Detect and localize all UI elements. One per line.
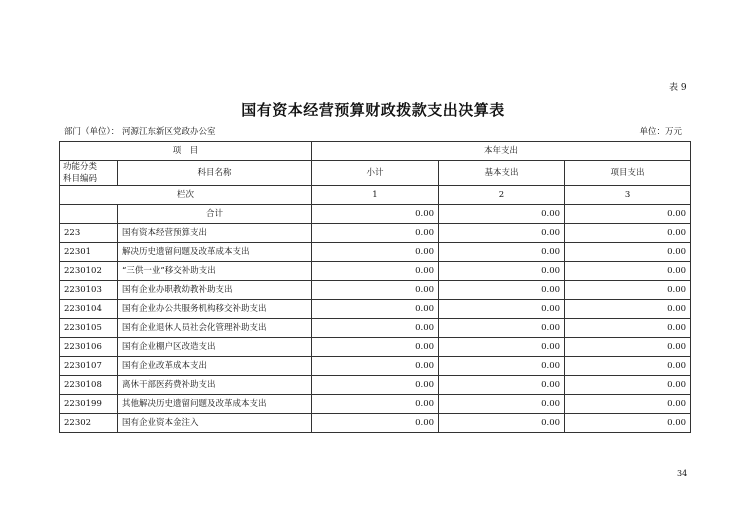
row-subtotal: 0.00	[312, 319, 439, 338]
row-subtotal: 0.00	[312, 243, 439, 262]
header-func-code-line1: 功能分类	[63, 162, 98, 172]
table-row	[60, 357, 691, 376]
row-project: 0.00	[565, 338, 691, 357]
table-row	[60, 319, 691, 338]
row-basic: 0.00	[439, 338, 565, 357]
row-basic: 0.00	[439, 376, 565, 395]
header-subject-name: 科目名称	[118, 161, 312, 186]
row-basic: 0.00	[439, 395, 565, 414]
row-code: 2230106	[60, 338, 118, 357]
row-code: 223	[60, 224, 118, 243]
header-func-code	[60, 161, 118, 186]
table-row	[60, 414, 691, 433]
header-basic: 基本支出	[439, 161, 565, 186]
row-subject-name: 离休干部医药费补助支出	[118, 376, 312, 395]
row-code: 2230104	[60, 300, 118, 319]
row-subtotal: 0.00	[312, 338, 439, 357]
row-subject-name: 解决历史遗留问题及改革成本支出	[118, 243, 312, 262]
row-basic: 0.00	[439, 319, 565, 338]
table-row	[60, 224, 691, 243]
row-subject-name: 国有企业棚户区改造支出	[118, 338, 312, 357]
table-row	[60, 281, 691, 300]
table-row	[60, 243, 691, 262]
page-number: 34	[677, 469, 688, 478]
total-code-cell	[60, 205, 118, 224]
total-basic: 0.00	[439, 205, 565, 224]
row-subject-name: 国有企业改革成本支出	[118, 357, 312, 376]
row-subtotal: 0.00	[312, 357, 439, 376]
table-body	[60, 224, 691, 433]
header-row-1	[60, 142, 691, 161]
row-project: 0.00	[565, 414, 691, 433]
row-subject-name: 国有企业退休人员社会化管理补助支出	[118, 319, 312, 338]
expense-table	[59, 141, 691, 433]
header-item: 项 目	[60, 142, 312, 161]
row-code: 2230108	[60, 376, 118, 395]
table-row	[60, 262, 691, 281]
row-project: 0.00	[565, 395, 691, 414]
department-name: 河源江东新区党政办公室	[121, 127, 216, 137]
row-subject-name: 国有资本经营预算支出	[118, 224, 312, 243]
column-label: 栏次	[60, 186, 312, 205]
row-subtotal: 0.00	[312, 281, 439, 300]
row-subtotal: 0.00	[312, 414, 439, 433]
header-row-2	[60, 161, 691, 186]
row-basic: 0.00	[439, 357, 565, 376]
department-line	[64, 125, 215, 137]
row-subject-name: 国有企业资本金注入	[118, 414, 312, 433]
row-basic: 0.00	[439, 224, 565, 243]
row-code: 2230105	[60, 319, 118, 338]
header-project: 项目支出	[565, 161, 691, 186]
table-row	[60, 338, 691, 357]
row-project: 0.00	[565, 319, 691, 338]
row-code: 2230102	[60, 262, 118, 281]
column-number-1: 1	[312, 186, 439, 205]
header-year-expense: 本年支出	[312, 142, 691, 161]
row-project: 0.00	[565, 262, 691, 281]
row-project: 0.00	[565, 357, 691, 376]
table-number: 表 9	[669, 83, 687, 93]
row-basic: 0.00	[439, 300, 565, 319]
row-subtotal: 0.00	[312, 395, 439, 414]
row-basic: 0.00	[439, 262, 565, 281]
total-project: 0.00	[565, 205, 691, 224]
page-title: 国有资本经营预算财政拨款支出决算表	[241, 101, 505, 119]
table-row	[60, 300, 691, 319]
row-project: 0.00	[565, 281, 691, 300]
row-code: 2230107	[60, 357, 118, 376]
row-subtotal: 0.00	[312, 262, 439, 281]
header-func-code-line2: 科目编码	[63, 174, 98, 184]
row-project: 0.00	[565, 243, 691, 262]
row-subtotal: 0.00	[312, 376, 439, 395]
table-row	[60, 395, 691, 414]
unit-label: 单位：万元	[639, 127, 682, 137]
total-row	[60, 205, 691, 224]
header-subtotal: 小计	[312, 161, 439, 186]
column-number-row	[60, 186, 691, 205]
row-subject-name: “三供一业”移交补助支出	[118, 262, 312, 281]
row-code: 22301	[60, 243, 118, 262]
row-project: 0.00	[565, 224, 691, 243]
row-code: 2230199	[60, 395, 118, 414]
row-subtotal: 0.00	[312, 300, 439, 319]
row-basic: 0.00	[439, 281, 565, 300]
row-basic: 0.00	[439, 243, 565, 262]
table-row	[60, 376, 691, 395]
row-basic: 0.00	[439, 414, 565, 433]
column-number-2: 2	[439, 186, 565, 205]
row-code: 2230103	[60, 281, 118, 300]
row-subject-name: 国有企业办职教幼教补助支出	[118, 281, 312, 300]
row-subject-name: 国有企业办公共服务机构移交补助支出	[118, 300, 312, 319]
column-number-3: 3	[565, 186, 691, 205]
row-code: 22302	[60, 414, 118, 433]
row-project: 0.00	[565, 300, 691, 319]
row-subtotal: 0.00	[312, 224, 439, 243]
department-label: 部门（单位）：	[64, 127, 120, 137]
row-subject-name: 其他解决历史遗留问题及改革成本支出	[118, 395, 312, 414]
row-project: 0.00	[565, 376, 691, 395]
total-subtotal: 0.00	[312, 205, 439, 224]
total-label: 合计	[118, 205, 312, 224]
